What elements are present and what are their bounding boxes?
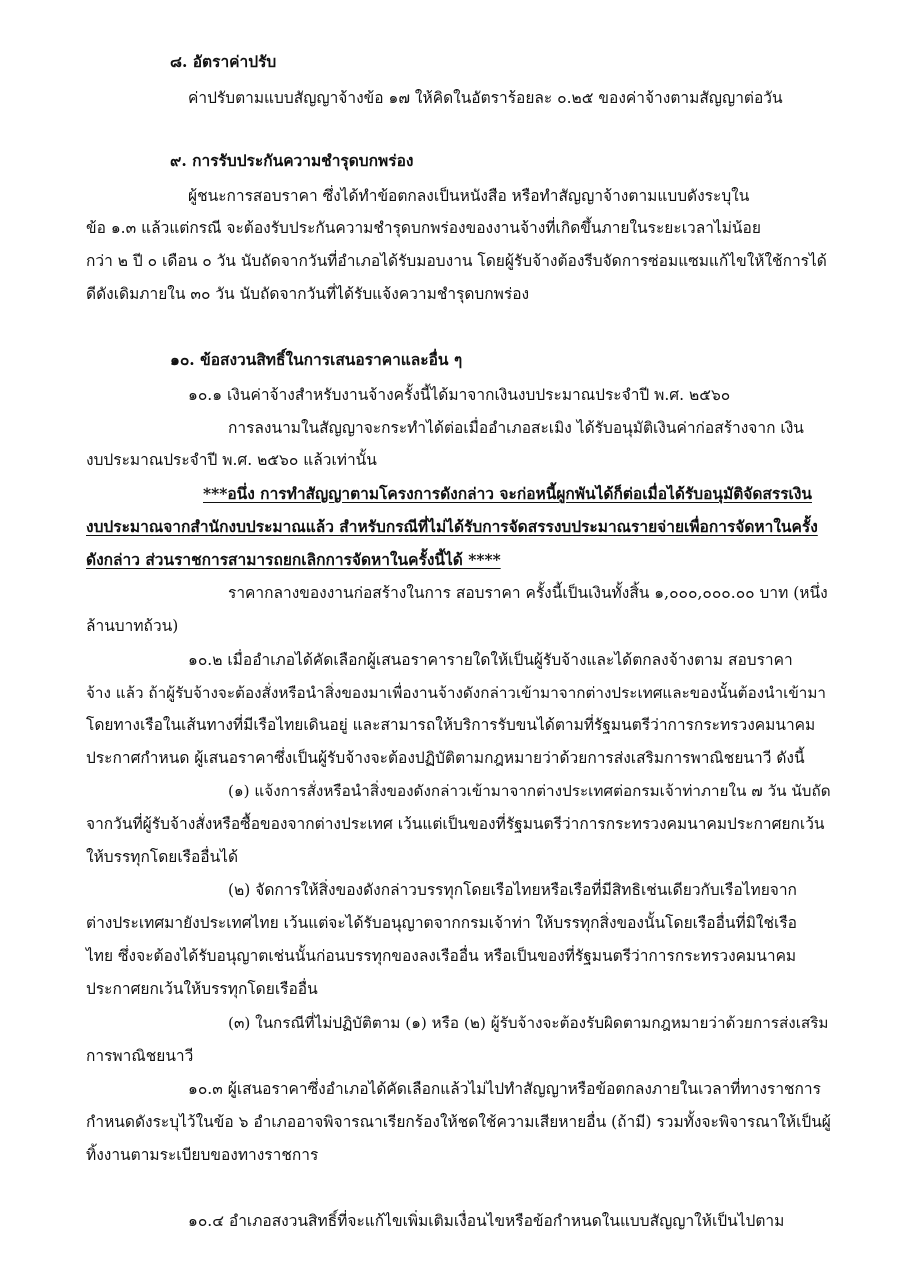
section-8-line-1: ค่าปรับตามแบบสัญญาจ้างข้อ ๑๗ ให้คิดในอัตราร้อยละ ๐.๒๕ ของค่าจ้างตามสัญญาต่อวัน (188, 89, 783, 107)
section-9-line-1: ผู้ชนะการสอบราคา ซึ่งได้ทำข้อตกลงเป็นหนังสือ หรือทำสัญญาจ้างตามแบบดังระบุใน (188, 187, 750, 205)
item-2-line-3: ไทย ซึ่งจะต้องได้รับอนุญาตเช่นนั้นก่อนบรรทุกของลงเรืออื่น หรือเป็นของที่รัฐมนตรีว่าการกระทรวงคมนาคม (86, 947, 797, 965)
section-9-line-2: ข้อ ๑.๓ แล้วแต่กรณี จะต้องรับประกันความชำรุดบกพร่องของงานจ้างที่เกิดขึ้นภายในระยะเวลาไม่น้อย (86, 219, 761, 237)
item-1-line-3: ให้บรรทุกโดยเรืออื่นได้ (86, 848, 239, 866)
budget-notice-line-2: งบประมาณจากสำนักงบประมาณแล้ว สำหรับกรณีที่ไม่ได้รับการจัดสรรงบประมาณรายจ่ายเพื่อการจัดหาในครั้ง (86, 517, 818, 536)
clause-10-1-signing-line-2: งบประมาณประจำปี พ.ศ. ๒๕๖๐ แล้วเท่านั้น (86, 451, 377, 469)
section-9-line-4: ดีดังเดิมภายใน ๓๐ วัน นับถัดจากวันที่ได้รับแจ้งความชำรุดบกพร่อง (86, 285, 530, 303)
section-10-heading: ๑๐. ข้อสงวนสิทธิ์ในการเสนอราคาและอื่น ๆ (170, 350, 463, 369)
item-2-line-4: ประกาศยกเว้นให้บรรทุกโดยเรืออื่น (86, 980, 318, 998)
clause-10-1-line-1: ๑๐.๑ เงินค่าจ้างสำหรับงานจ้างครั้งนี้ได้มาจากเงินงบประมาณประจำปี พ.ศ. ๒๕๖๐ (188, 386, 731, 404)
clause-10-3-line-2: กำหนดดังระบุไว้ในข้อ ๖ อำเภออาจพิจารณาเรียกร้องให้ชดใช้ความเสียหายอื่น (ถ้ามี) รวมทั้งจะพิจารณาให้เป็นผู้ (86, 1113, 831, 1131)
clause-10-2-line-4: ประกาศกำหนด ผู้เสนอราคาซึ่งเป็นผู้รับจ้างจะต้องปฏิบัติตามกฎหมายว่าด้วยการส่งเสริมการพาณิชยนาวี ดังนี้ (86, 749, 805, 767)
clause-10-4-line-1: ๑๐.๔ อำเภอสงวนสิทธิ์ที่จะแก้ไขเพิ่มเติมเงื่อนไขหรือข้อกำหนดในแบบสัญญาให้เป็นไปตาม (188, 1212, 785, 1230)
clause-10-3-line-1: ๑๐.๓ ผู้เสนอราคาซึ่งอำเภอได้คัดเลือกแล้วไม่ไปทำสัญญาหรือข้อตกลงภายในเวลาที่ทางราชการ (188, 1080, 821, 1098)
budget-notice-line-1: ***อนึ่ง การทำสัญญาตามโครงการดังกล่าว จะก่อหนี้ผูกพันได้ก็ต่อเมื่อได้รับอนุมัติจัดสรรเงิน (203, 484, 812, 503)
section-9-heading: ๙. การรับประกันความชำรุดบกพร่อง (170, 151, 414, 170)
section-8-heading: ๘. อัตราค่าปรับ (170, 52, 277, 71)
item-3-line-1: (๓) ในกรณีที่ไม่ปฏิบัติตาม (๑) หรือ (๒) ผู้รับจ้างจะต้องรับผิดตามกฎหมายว่าด้วยการส่งเสริม (228, 1014, 829, 1032)
budget-notice-line-3: ดังกล่าว ส่วนราชการสามารถยกเลิกการจัดหาในครั้งนี้ได้ **** (86, 550, 501, 569)
clause-10-1-signing-line-1: การลงนามในสัญญาจะกระทำได้ต่อเมื่ออำเภอสะเมิง ได้รับอนุมัติเงินค่าก่อสร้างจาก เงิน (228, 419, 804, 437)
item-1-line-1: (๑) แจ้งการสั่งหรือนำสิ่งของดังกล่าวเข้ามาจากต่างประเทศต่อกรมเจ้าท่าภายใน ๗ วัน นับถัด (228, 782, 831, 800)
item-2-line-1: (๒) จัดการให้สิ่งของดังกล่าวบรรทุกโดยเรือไทยหรือเรือที่มีสิทธิเช่นเดียวกับเรือไทยจาก (228, 881, 797, 899)
clause-10-2-line-3: โดยทางเรือในเส้นทางที่มีเรือไทยเดินอยู่ และสามารถให้บริการรับขนได้ตามที่รัฐมนตรีว่าการกระทรวงคมนาคม (86, 716, 816, 734)
clause-10-2-line-2: จ้าง แล้ว ถ้าผู้รับจ้างจะต้องสั่งหรือนำสิ่งของมาเพื่องานจ้างดังกล่าวเข้ามาจากต่างประเทศและของนั้นต้องนำเข้ามา (86, 684, 826, 702)
item-3-line-2: การพาณิชยนาวี (86, 1047, 194, 1065)
clause-10-2-line-1: ๑๐.๒ เมื่ออำเภอได้คัดเลือกผู้เสนอราคารายใดให้เป็นผู้รับจ้างและได้ตกลงจ้างตาม สอบราคา (188, 651, 793, 669)
item-1-line-2: จากวันที่ผู้รับจ้างสั่งหรือซื้อของจากต่างประเทศ เว้นแต่เป็นของที่รัฐมนตรีว่าการกระทรวงคมนาคมประกาศยกเว้น (86, 815, 825, 833)
section-9-line-3: กว่า ๒ ปี ๐ เดือน ๐ วัน นับถัดจากวันที่อำเภอได้รับมอบงาน โดยผู้รับจ้างต้องรีบจัดการซ่อมแซมแก้ไขให้ใช้การได้ (86, 252, 827, 270)
reference-price-line-1: ราคากลางของงานก่อสร้างในการ สอบราคา ครั้งนี้เป็นเงินทั้งสิ้น ๑,๐๐๐,๐๐๐.๐๐ บาท (หนึ่ง (228, 584, 828, 602)
clause-10-3-line-3: ทิ้งงานตามระเบียบของทางราชการ (86, 1146, 319, 1164)
item-2-line-2: ต่างประเทศมายังประเทศไทย เว้นแต่จะได้รับอนุญาตจากกรมเจ้าท่า ให้บรรทุกสิ่งของนั้นโดยเรืออื่นที่มิใช่เรือ (86, 914, 797, 932)
reference-price-line-2: ล้านบาทถ้วน) (86, 617, 179, 635)
